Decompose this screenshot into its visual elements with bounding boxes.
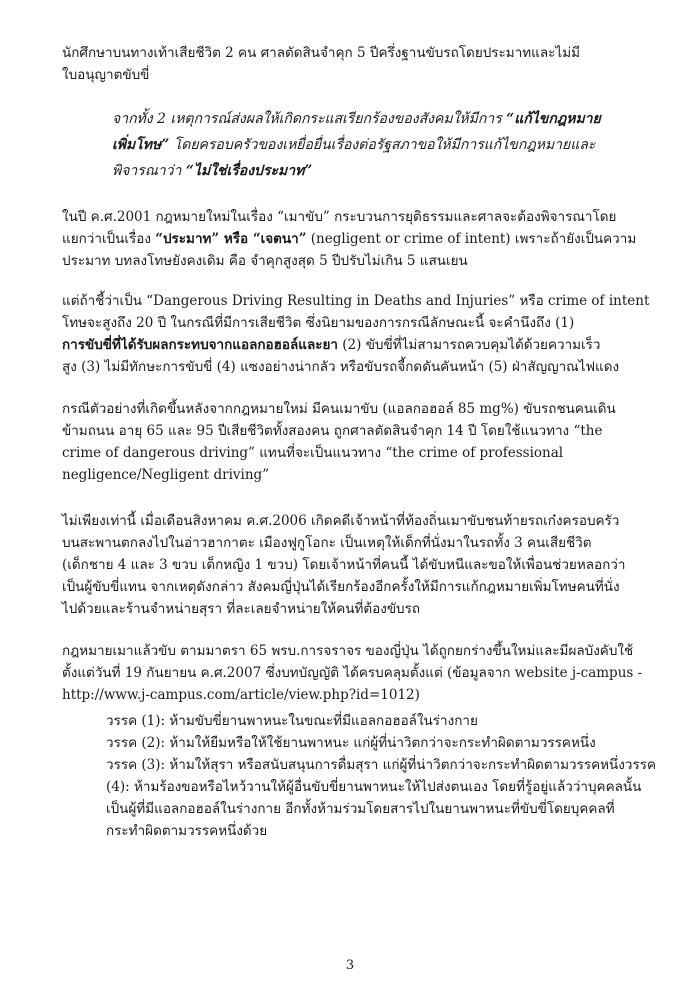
quote-emphasis: “แก้ไขกฎหมาย [506, 111, 601, 127]
text-line: นักศึกษาบนทางเท้าเสียชีวิต 2 คน ศาลตัดสินจำคุก 5 ปีครึ่งฐานขับรถโดยประมาทและไม่มี [62, 45, 580, 61]
paragraph-fukuoka-case [62, 510, 652, 620]
text-line: เป็นผู้ขับขี่แทน จากเหตุดังกล่าว สังคมญี่ปุ่นได้เรียกร้องอีกครั้งให้มีการแก้กฎหมายเพิ่มโทษคนที่นั่ง [62, 579, 620, 595]
text-line: ไม่เพียงเท่านี้ เมื่อเดือนสิงหาคม ค.ศ.2006 เกิดคดีเจ้าหน้าที่ท้องถิ่นเมาขับชนท้ายรถเก๋งครอบครัว [62, 513, 620, 529]
text-line: (2) ขับขี่ที่ไม่สามารถควบคุมได้ด้วยความเร็ว [338, 337, 601, 353]
quote-text: จากทั้ง 2 เหตุการณ์ส่งผลให้เกิดกระแสเรียกร้องของสังคมให้มีการ [112, 111, 507, 127]
page-number: 3 [345, 958, 355, 973]
quote-paragraph [112, 106, 657, 184]
quote-text: พิจารณาว่า [112, 163, 186, 179]
text-line: ประมาท บทลงโทษยังคงเดิม คือ จำคุกสูงสุด 5 ปีปรับไม่เกิน 5 แสนเยน [62, 253, 468, 269]
text-line: http://www.j-campus.com/article/view.php?id=1012) [62, 687, 420, 703]
text-line: สูง (3) ไม่มีทักษะการขับขี่ (4) แซงอย่างน่ากลัว หรือขับรถจี้กดดันคันหน้า (5) ฝ่าสัญญาณไฟแดง [62, 359, 620, 375]
text-line: ไปด้วยและร้านจำหน่ายสุรา ที่ละเลยจำหน่ายให้คนที่ต้องขับรถ [62, 601, 421, 617]
paragraph-article-65 [62, 640, 652, 706]
text-line: crime of dangerous driving” แทนที่จะเป็นแนวทาง “the crime of professional [62, 445, 564, 461]
text-line: กรณีตัวอย่างที่เกิดขึ้นหลังจากกฎหมายใหม่ มีคนเมาขับ (แอลกอฮอล์ 85 mg%) ขับรถชนคนเดิน [62, 401, 616, 417]
clause-list [106, 710, 666, 842]
clause-4-cont: กระทำผิดตามวรรคหนึ่งด้วย [106, 823, 268, 839]
text-line: ข้ามถนน อายุ 65 และ 95 ปีเสียชีวิตทั้งสองคน ถูกศาลตัดสินจำคุก 14 ปี โดยใช้แนวทาง “the [62, 423, 603, 439]
clause-4: (4): ห้ามร้องขอหรือไหว้วานให้ผู้อื่นขับขี่ยานพาหนะให้ไปส่งตนเอง โดยที่รู้อยู่แล้วว่าบุคคลนั้น [106, 779, 642, 795]
text-line: (negligent or crime of intent) เพราะถ้ายังเป็นความ [306, 231, 637, 247]
paragraph-2001-law [62, 206, 652, 272]
text-line: ในปี ค.ศ.2001 กฎหมายใหม่ในเรื่อง “เมาขับ” กระบวนการยุติธรรมและศาลจะต้องพิจารณาโดย [62, 209, 617, 225]
text-line: แต่ถ้าชี้ว่าเป็น “Dangerous Driving Resulting in Deaths and Injuries” หรือ crime of intent [62, 293, 650, 309]
clause-1: วรรค (1): ห้ามขับขี่ยานพาหนะในขณะที่มีแอลกอฮอล์ในร่างกาย [106, 713, 478, 729]
bold-text: การขับขี่ที่ได้รับผลกระทบจากแอลกอฮอล์และยา [62, 337, 338, 353]
paragraph-intro [62, 42, 652, 86]
paragraph-case-example [62, 398, 652, 486]
paragraph-dangerous-driving [62, 290, 652, 378]
quote-text: โดยครอบครัวของเหยื่อยื่นเรื่องต่อรัฐสภาขอให้มีการแก้ไขกฎหมายและ [169, 137, 596, 153]
clause-4-cont: เป็นผู้ที่มีแอลกอฮอล์ในร่างกาย อีกทั้งห้ามร่วมโดยสารไปในยานพาหนะที่ขับขี่โดยบุคคลที่ [106, 801, 615, 817]
quote-emphasis: “ไม่ใช่เรื่องประมาท” [185, 163, 313, 179]
clause-3: วรรค (3): ห้ามให้สุรา หรือสนับสนุนการดื่มสุรา แก่ผู้ที่น่าวิตกว่าจะกระทำผิดตามวรรคหนึ่งวรรค [106, 757, 656, 773]
clause-2: วรรค (2): ห้ามให้ยืมหรือให้ใช้ยานพาหนะ แก่ผู้ที่น่าวิตกว่าจะกระทำผิดตามวรรคหนึ่ง [106, 735, 596, 751]
text-line: แยกว่าเป็นเรื่อง [62, 231, 156, 247]
text-line: negligence/Negligent driving” [62, 467, 270, 483]
text-line: โทษจะสูงถึง 20 ปี ในกรณีที่มีการเสียชีวิต ซึ่งนิยามของการกรณีลักษณะนี้ จะคำนึงถึง (1) [62, 315, 575, 331]
quote-emphasis: เพิ่มโทษ” [112, 137, 170, 153]
text-line: (เด็กชาย 4 และ 3 ขวบ เด็กหญิง 1 ขวบ) โดยเจ้าหน้าที่คนนี้ ได้ขับหนีและขอให้เพื่อนช่วยหลอกว่า [62, 557, 626, 573]
text-line: กฎหมายเมาแล้วขับ ตามมาตรา 65 พรบ.การจราจร ของญี่ปุ่น ได้ถูกยกร่างขึ้นใหม่และมีผลบังคับใช้ [62, 643, 634, 659]
text-line: ตั้งแต่วันที่ 19 กันยายน ค.ศ.2007 ซึ่งบทบัญญัติ ได้ครบคลุมตั้งแต่ (ข้อมูลจาก website j-campus - [62, 665, 643, 681]
text-line: ใบอนุญาตขับขี่ [62, 67, 150, 83]
text-line: บนสะพานตกลงไปในอ่าวฮากาตะ เมืองฟูกูโอกะ เป็นเหตุให้เด็กที่นั่งมาในรถทั้ง 3 คนเสียชีวิต [62, 535, 592, 551]
bold-text: “ประมาท” หรือ “เจตนา” [155, 231, 307, 247]
